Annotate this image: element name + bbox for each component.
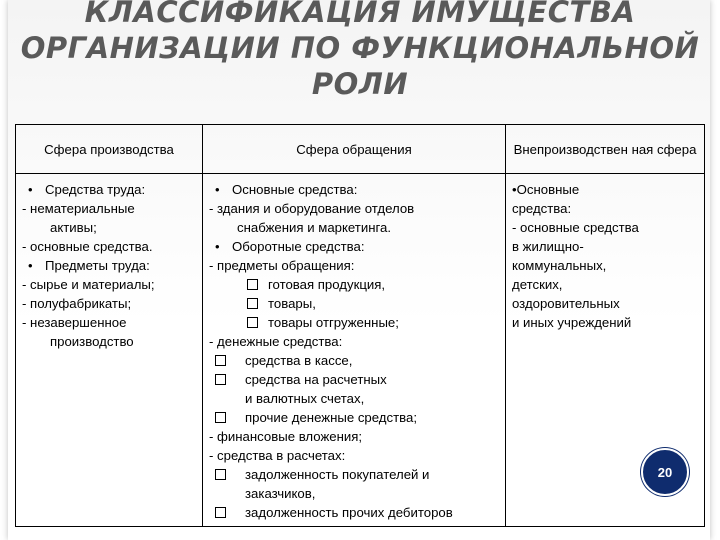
list-item: товары, — [209, 294, 501, 313]
list-item: оздоровительных — [512, 296, 620, 311]
table-row — [16, 174, 705, 527]
list-item: и иных учреждений — [512, 315, 632, 330]
checkbox-icon — [215, 412, 226, 423]
list-item: - предметы обращения: — [209, 258, 355, 273]
list-item: - сырье и материалы; — [22, 277, 155, 292]
list-item: • Оборотные средства: — [209, 237, 501, 256]
header-non-production: Внепроизводствен ная сфера — [506, 125, 705, 174]
list-item: - полуфабрикаты; — [22, 296, 132, 311]
title-line-3: РОЛИ — [311, 67, 409, 101]
page-number: 20 — [657, 464, 673, 480]
list-item: готовая продукция, — [209, 275, 501, 294]
list-item: в жилищно- — [512, 239, 584, 254]
list-item: - средства в расчетах: — [209, 448, 346, 463]
list-item: • Средства труда: — [22, 180, 198, 199]
page-number-badge — [641, 448, 689, 496]
checkbox-icon — [215, 355, 226, 366]
list-item: коммунальных, — [512, 258, 607, 273]
list-item: - денежные средства: — [209, 334, 343, 349]
cell-production — [16, 174, 203, 527]
header-circulation: Сфера обращения — [203, 125, 506, 174]
list-item: производство — [50, 334, 134, 349]
list-item: товары отгруженные; — [209, 313, 501, 332]
list-item: и валютных счетах, — [245, 391, 365, 406]
classification-table — [15, 124, 705, 527]
list-item: средства в кассе, — [209, 351, 501, 370]
cell-circulation — [203, 174, 506, 527]
checkbox-icon — [215, 374, 226, 385]
list-item: средства: — [512, 201, 572, 216]
list-item: - финансовые вложения; — [209, 429, 363, 444]
slide-title — [0, 0, 720, 102]
list-item: • Основные средства: — [209, 180, 501, 199]
list-item: - основные средства — [512, 220, 639, 235]
list-item: детских, — [512, 277, 563, 292]
list-item: заказчиков, — [245, 486, 316, 501]
list-item: снабжения и маркетинга. — [237, 220, 392, 235]
list-item: прочие денежные средства; — [209, 408, 501, 427]
checkbox-icon — [247, 298, 258, 309]
checkbox-icon — [247, 317, 258, 328]
list-item: - нематериальные — [22, 201, 135, 216]
checkbox-icon — [215, 469, 226, 480]
list-item: активы; — [50, 220, 97, 235]
title-line-1: КЛАССИФИКАЦИЯ ИМУЩЕСТВА — [84, 0, 636, 29]
list-item: средства на расчетных — [209, 370, 501, 389]
list-item: - здания и оборудование отделов — [209, 201, 415, 216]
header-production: Сфера производства — [16, 125, 203, 174]
list-item: задолженность прочих дебиторов — [209, 503, 501, 522]
list-item: •Основные — [512, 182, 580, 197]
list-item: задолженность покупателей и — [209, 465, 501, 484]
list-item: - незавершенное — [22, 315, 127, 330]
checkbox-icon — [247, 279, 258, 290]
table-header-row — [16, 125, 705, 174]
list-item: • Предметы труда: — [22, 256, 198, 275]
checkbox-icon — [215, 507, 226, 518]
list-item: - основные средства. — [22, 239, 153, 254]
title-line-2: ОРГАНИЗАЦИИ ПО ФУНКЦИОНАЛЬНОЙ — [20, 31, 700, 65]
